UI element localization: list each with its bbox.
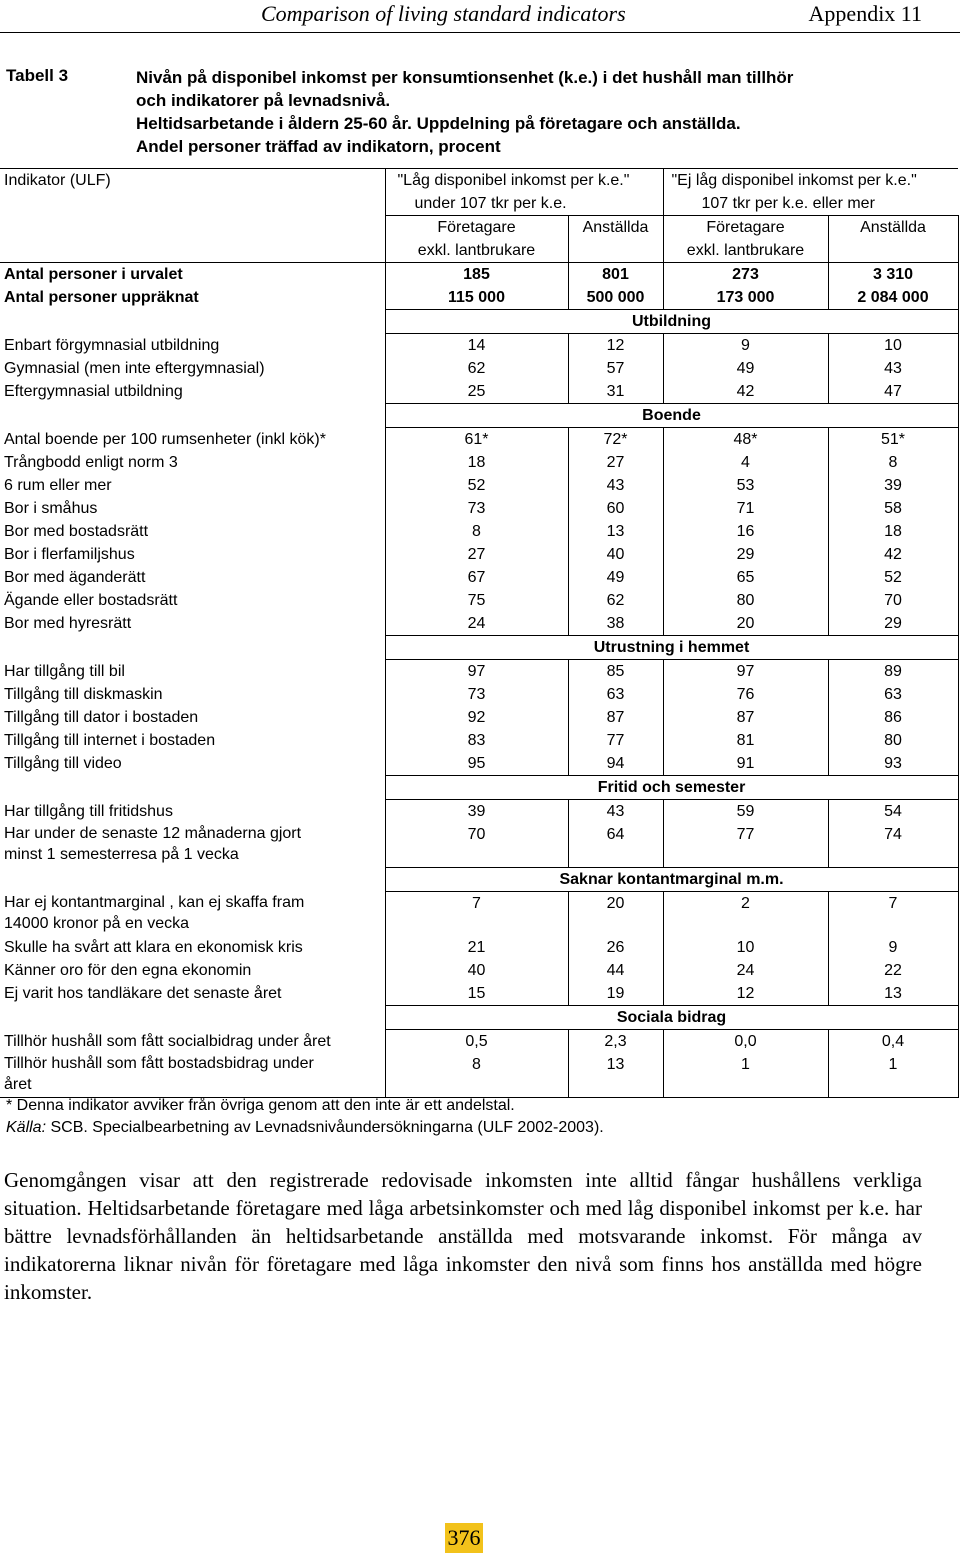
table-row (0, 800, 958, 824)
value-cell: 89 (828, 660, 958, 684)
value-cell: 77 (568, 729, 663, 752)
table-row (0, 451, 958, 474)
page-header (0, 0, 960, 33)
row-label: Eftergymnasial utbildning (4, 383, 183, 400)
body-paragraph: Genomgången visar att den registrerade redovisade inkomsten inte alltid fångar hushållens verkliga situation. Heltidsarbetande företagare med låga arbetsinkomster och med låg disponibel inkomst per k.e. har bättre levnadsförhållanden än heltidsarbetande anställda med motsvarande inkomst. För många av indikatorerna liknar nivån för företagare med låga inkomster den nivå som finns hos anställda med högre inkomster. (4, 1168, 922, 1304)
value-cell: 81 (663, 729, 828, 752)
table-row (0, 683, 958, 706)
value-cell: 97 (385, 660, 568, 684)
caption-line: Heltidsarbetande i åldern 25-60 år. Uppdelning på företagare och anställda. (136, 114, 741, 133)
row-label: Har under de senaste 12 månaderna gjort minst 1 semesterresa på 1 vecka (4, 825, 302, 863)
value-cell: 43 (568, 474, 663, 497)
value-cell: 1 (828, 1053, 958, 1098)
value-cell: 70 (828, 589, 958, 612)
value-cell: 85 (568, 660, 663, 684)
row-label: Har tillgång till fritidshus (4, 802, 173, 820)
group2-header-line1: "Ej låg disponibel inkomst per k.e." (663, 169, 958, 193)
value-cell: 3 310 (828, 263, 958, 287)
value-cell: 12 (663, 982, 828, 1006)
table-row (0, 959, 958, 982)
value-cell: 10 (663, 936, 828, 959)
value-cell: 22 (828, 959, 958, 982)
table-row (0, 892, 958, 937)
row-label: Bor med hyresrätt (4, 615, 132, 632)
table-row (0, 706, 958, 729)
value-cell: 20 (568, 892, 663, 937)
value-cell: 8 (385, 520, 568, 543)
value-cell: 27 (385, 543, 568, 566)
value-cell: 51* (828, 428, 958, 452)
value-cell: 12 (568, 334, 663, 358)
row-label: Tillgång till internet i bostaden (4, 732, 216, 749)
row-label: Tillhör hushåll som fått socialbidrag under året (4, 1032, 331, 1050)
table-row (0, 566, 958, 589)
col-exkl-1: exkl. lantbrukare (385, 239, 568, 263)
header-title: Comparison of living standard indicators (261, 1, 626, 26)
table-row (0, 936, 958, 959)
value-cell: 62 (385, 357, 568, 380)
value-cell: 24 (385, 612, 568, 636)
section-header-row (0, 636, 958, 660)
value-cell: 42 (663, 380, 828, 404)
table-row (0, 334, 958, 358)
value-cell: 94 (568, 752, 663, 776)
table-row (0, 1030, 958, 1054)
value-cell: 97 (663, 660, 828, 684)
value-cell: 500 000 (568, 286, 663, 310)
value-cell: 67 (385, 566, 568, 589)
value-cell: 8 (828, 451, 958, 474)
value-cell: 9 (828, 936, 958, 959)
section-header-row (0, 404, 958, 428)
value-cell: 80 (828, 729, 958, 752)
row-label: 6 rum eller mer (4, 477, 112, 494)
row-label: Ej varit hos tandläkare det senaste året (4, 985, 282, 1002)
table-label: Tabell 3 (6, 66, 69, 85)
indicator-header: Indikator (ULF) (0, 169, 385, 193)
value-cell: 62 (568, 589, 663, 612)
value-cell: 115 000 (385, 286, 568, 310)
source-label: Källa: (6, 1119, 47, 1136)
table-row (0, 497, 958, 520)
value-cell: 14 (385, 334, 568, 358)
value-cell: 77 (663, 823, 828, 868)
value-cell: 87 (568, 706, 663, 729)
section-title: Sociala bidrag (385, 1006, 958, 1030)
value-cell: 18 (385, 451, 568, 474)
value-cell: 61* (385, 428, 568, 452)
value-cell: 73 (385, 683, 568, 706)
value-cell: 13 (568, 520, 663, 543)
header-row (0, 216, 958, 240)
row-label: Har tillgång till bil (4, 662, 125, 680)
value-cell: 86 (828, 706, 958, 729)
value-cell: 76 (663, 683, 828, 706)
value-cell: 93 (828, 752, 958, 776)
col-foretagare-1: Företagare (385, 216, 568, 240)
value-cell: 13 (828, 982, 958, 1006)
value-cell: 2 (663, 892, 828, 937)
value-cell: 95 (385, 752, 568, 776)
value-cell: 64 (568, 823, 663, 868)
value-cell: 48* (663, 428, 828, 452)
value-cell: 2,3 (568, 1030, 663, 1054)
table-row (0, 752, 958, 776)
section-header-row (0, 310, 958, 334)
value-cell: 60 (568, 497, 663, 520)
value-cell: 49 (568, 566, 663, 589)
table-row (0, 428, 958, 452)
section-title: Saknar kontantmarginal m.m. (385, 868, 958, 892)
row-label: Skulle ha svårt att klara en ekonomisk kris (4, 939, 303, 956)
count-row (0, 286, 958, 310)
value-cell: 63 (828, 683, 958, 706)
value-cell: 43 (568, 800, 663, 824)
value-cell: 42 (828, 543, 958, 566)
value-cell: 40 (568, 543, 663, 566)
col-foretagare-2: Företagare (663, 216, 828, 240)
value-cell: 273 (663, 263, 828, 287)
col-anstallda-2: Anställda (828, 216, 958, 240)
value-cell: 57 (568, 357, 663, 380)
row-label: Känner oro för den egna ekonomin (4, 962, 252, 979)
page-number: 376 (445, 1523, 483, 1553)
value-cell: 18 (828, 520, 958, 543)
table-row (0, 823, 958, 868)
section-header-row (0, 776, 958, 800)
value-cell: 91 (663, 752, 828, 776)
table-row (0, 729, 958, 752)
footnote: * Denna indikator avviker från övriga genom att den inte är ett andelstal. (6, 1097, 515, 1114)
row-label: Antal personer uppräknat (4, 289, 199, 306)
table-caption (136, 66, 936, 158)
value-cell: 71 (663, 497, 828, 520)
table-row (0, 982, 958, 1006)
section-title: Fritid och semester (385, 776, 958, 800)
row-label: Antal personer i urvalet (0, 263, 385, 287)
table-row (0, 543, 958, 566)
table-row (0, 612, 958, 636)
value-cell: 52 (385, 474, 568, 497)
value-cell: 43 (828, 357, 958, 380)
row-label: Tillgång till dator i bostaden (4, 709, 199, 726)
row-label: Bor i småhus (4, 500, 98, 517)
value-cell: 185 (385, 263, 568, 287)
value-cell: 92 (385, 706, 568, 729)
group1-header-line1: "Låg disponibel inkomst per k.e." (385, 169, 663, 193)
value-cell: 40 (385, 959, 568, 982)
col-exkl-2: exkl. lantbrukare (663, 239, 828, 263)
table-row (0, 660, 958, 684)
value-cell: 173 000 (663, 286, 828, 310)
row-label: Bor med bostadsrätt (4, 523, 149, 540)
value-cell: 27 (568, 451, 663, 474)
header-appendix: Appendix 11 (808, 1, 922, 26)
value-cell: 39 (828, 474, 958, 497)
section-title: Utbildning (385, 310, 958, 334)
value-cell: 74 (828, 823, 958, 868)
table-row (0, 380, 958, 404)
value-cell: 21 (385, 936, 568, 959)
value-cell: 24 (663, 959, 828, 982)
section-title: Utrustning i hemmet (385, 636, 958, 660)
value-cell: 0,5 (385, 1030, 568, 1054)
value-cell: 1 (663, 1053, 828, 1098)
value-cell: 87 (663, 706, 828, 729)
value-cell: 54 (828, 800, 958, 824)
row-label: Tillgång till diskmaskin (4, 686, 163, 703)
value-cell: 29 (663, 543, 828, 566)
row-label: Bor med äganderätt (4, 569, 146, 586)
table-row (0, 357, 958, 380)
group2-header-line2: 107 tkr per k.e. eller mer (663, 192, 958, 216)
row-label: Tillgång till video (4, 755, 122, 772)
value-cell: 2 084 000 (828, 286, 958, 310)
value-cell: 44 (568, 959, 663, 982)
value-cell: 70 (385, 823, 568, 868)
value-cell: 53 (663, 474, 828, 497)
value-cell: 15 (385, 982, 568, 1006)
row-label: Ägande eller bostadsrätt (4, 592, 178, 609)
value-cell: 65 (663, 566, 828, 589)
row-label: Tillhör hushåll som fått bostadsbidrag under året (0, 1053, 385, 1098)
value-cell: 16 (663, 520, 828, 543)
value-cell: 7 (385, 892, 568, 937)
value-cell: 801 (568, 263, 663, 287)
value-cell: 29 (828, 612, 958, 636)
value-cell: 58 (828, 497, 958, 520)
row-label: Har ej kontantmarginal , kan ej skaffa fram 14000 kronor på en vecka (4, 893, 305, 932)
value-cell: 13 (568, 1053, 663, 1098)
source-note (6, 1119, 604, 1137)
value-cell: 83 (385, 729, 568, 752)
value-cell: 31 (568, 380, 663, 404)
value-cell: 26 (568, 936, 663, 959)
section-header-row (0, 868, 958, 892)
value-cell: 25 (385, 380, 568, 404)
table-row (0, 1053, 958, 1098)
col-anstallda-1: Anställda (568, 216, 663, 240)
value-cell: 10 (828, 334, 958, 358)
row-label: Antal boende per 100 rumsenheter (inkl kök)* (4, 430, 326, 448)
value-cell: 4 (663, 451, 828, 474)
value-cell: 59 (663, 800, 828, 824)
header-row (0, 169, 958, 193)
count-row (0, 263, 958, 287)
caption-line: Nivån på disponibel inkomst per konsumtionsenhet (k.e.) i det hushåll man tillhör (136, 68, 794, 87)
table-row (0, 589, 958, 612)
value-cell: 80 (663, 589, 828, 612)
indicator-table (0, 168, 959, 1098)
value-cell: 52 (828, 566, 958, 589)
row-label: Trångbodd enligt norm 3 (4, 454, 178, 471)
value-cell: 75 (385, 589, 568, 612)
value-cell: 0,4 (828, 1030, 958, 1054)
value-cell: 8 (385, 1053, 568, 1098)
header-row (0, 192, 958, 216)
header-row (0, 239, 958, 263)
row-label: Gymnasial (men inte eftergymnasial) (4, 360, 265, 377)
caption-line: och indikatorer på levnadsnivå. (136, 91, 391, 110)
value-cell: 19 (568, 982, 663, 1006)
value-cell: 49 (663, 357, 828, 380)
table-row (0, 520, 958, 543)
value-cell: 63 (568, 683, 663, 706)
value-cell: 20 (663, 612, 828, 636)
row-label: Bor i flerfamiljshus (4, 546, 135, 563)
group1-header-line2: under 107 tkr per k.e. (385, 192, 663, 216)
value-cell: 9 (663, 334, 828, 358)
value-cell: 47 (828, 380, 958, 404)
value-cell: 38 (568, 612, 663, 636)
value-cell: 0,0 (663, 1030, 828, 1054)
section-title: Boende (385, 404, 958, 428)
value-cell: 73 (385, 497, 568, 520)
section-header-row (0, 1006, 958, 1030)
source-text: SCB. Specialbearbetning av Levnadsnivåundersökningarna (ULF 2002-2003). (46, 1119, 604, 1136)
table-row (0, 474, 958, 497)
value-cell: 39 (385, 800, 568, 824)
caption-line: Andel personer träffad av indikatorn, procent (136, 137, 501, 156)
value-cell: 7 (828, 892, 958, 937)
value-cell: 72* (568, 428, 663, 452)
row-label: Enbart förgymnasial utbildning (4, 336, 220, 354)
